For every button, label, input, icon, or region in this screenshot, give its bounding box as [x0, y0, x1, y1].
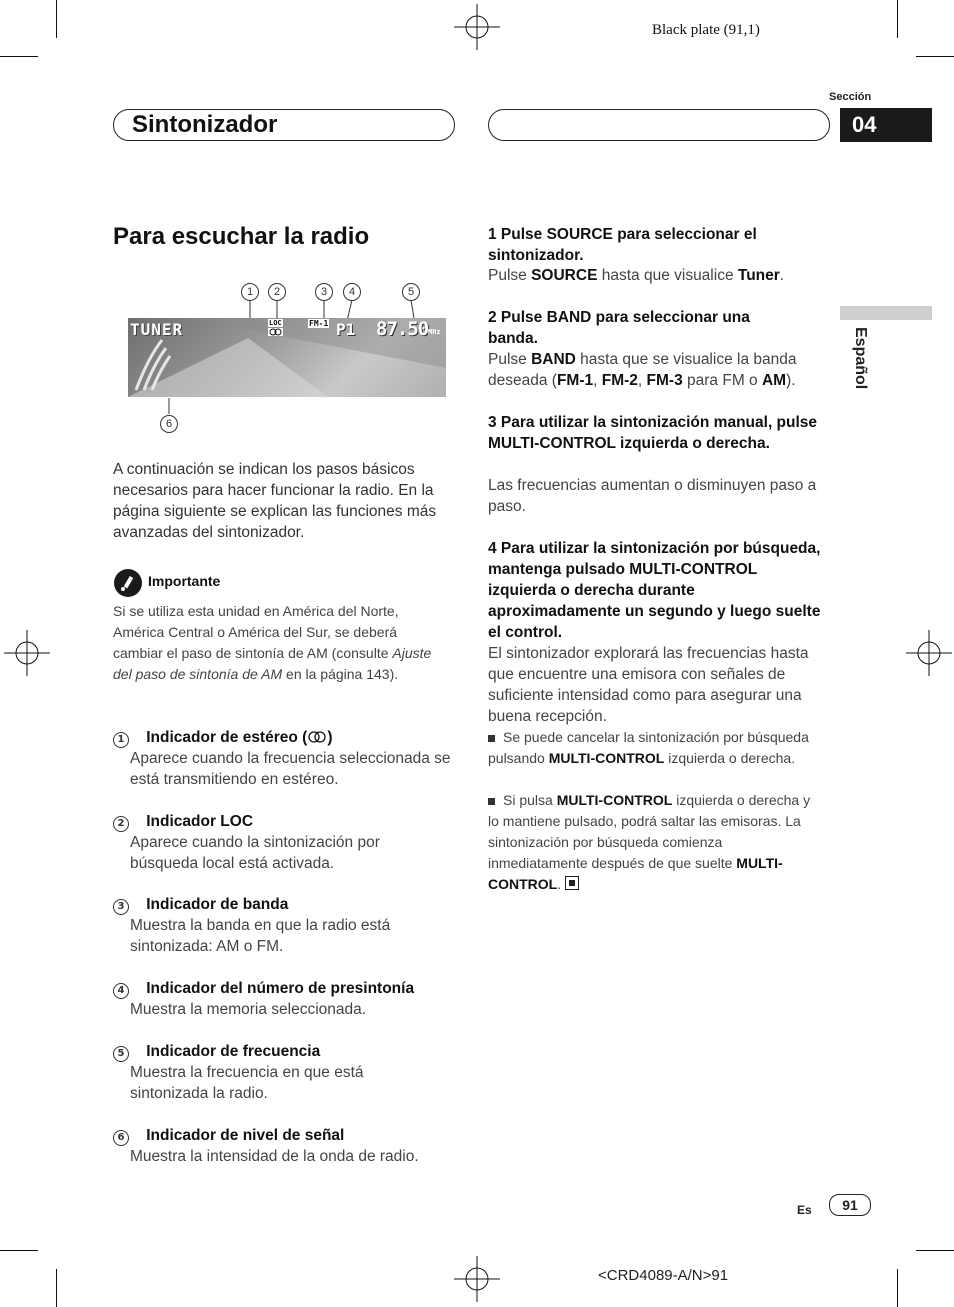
document-code: <CRD4089-A/N>91 — [598, 1267, 729, 1284]
step-1-title: 1 Pulse SOURCE para seleccionar el sintonizador. — [488, 226, 757, 264]
step-text-part: Pulse — [488, 267, 532, 284]
list-item — [113, 894, 458, 957]
callout-6: 6 — [160, 415, 178, 433]
multi-control-key: MULTI-CONTROL — [556, 792, 673, 808]
item-title: Indicador de frecuencia — [146, 1043, 321, 1060]
callout-4: 4 — [343, 283, 361, 301]
stereo-indicator-icon — [268, 328, 283, 336]
display-frequency: 87.50 — [376, 318, 429, 340]
display-unit: MHz — [428, 328, 441, 336]
band-fm3: FM-3 — [646, 372, 683, 389]
page-heading: Para escuchar la radio — [113, 223, 370, 250]
item-number: 6 — [113, 1130, 129, 1146]
registration-mark-icon — [906, 630, 952, 676]
step-1-text — [488, 265, 828, 286]
section-title: Sintonizador — [132, 111, 278, 138]
display-tuner-label: TUNER — [130, 320, 184, 339]
note-text-part: Si pulsa — [503, 792, 557, 808]
step-text-part: Pulse — [488, 351, 532, 368]
important-reference: Ajuste del paso de sintonía de AM — [113, 645, 432, 682]
item-text: Muestra la intensidad de la onda de radio. — [130, 1148, 419, 1165]
tuner-display — [128, 318, 446, 397]
item-title: Indicador de nivel de señal — [146, 1127, 345, 1144]
note-text-part: izquierda o derecha. — [664, 750, 796, 766]
multi-control-key: MULTI-CONTROL — [488, 855, 783, 892]
item-number: 1 — [113, 732, 129, 748]
step-text-part: , — [593, 372, 602, 389]
seccion-label: Sección — [829, 91, 872, 103]
note-bullet — [488, 790, 823, 895]
list-item — [113, 811, 458, 874]
step-text-part: ). — [786, 372, 796, 389]
item-title-end: ) — [327, 729, 333, 746]
step-2-title: 2 Pulse BAND para seleccionar una banda. — [488, 309, 750, 347]
item-number: 3 — [113, 899, 129, 915]
note-bullet — [488, 727, 823, 769]
item-text: Muestra la frecuencia en que está sintonizada la radio. — [130, 1064, 364, 1102]
crop-mark — [897, 1269, 898, 1307]
source-key: SOURCE — [531, 267, 598, 284]
important-icon — [113, 568, 143, 598]
display-preset: P1 — [336, 320, 356, 339]
step-text-part: para FM o — [682, 372, 762, 389]
list-item — [113, 978, 458, 1020]
important-text — [113, 601, 448, 685]
registration-mark-icon — [454, 1256, 500, 1302]
note-text-part: Se puede cancelar la sintonización por búsqueda pulsando — [488, 729, 809, 766]
crop-mark — [916, 1250, 954, 1251]
page-number: 91 — [829, 1194, 871, 1216]
intro-paragraph: A continuación se indican los pasos básicos necesarios para hacer funcionar la radio. En la página siguiente se explican las funciones más avanzadas del sintonizador. — [113, 461, 437, 541]
list-item — [113, 1041, 458, 1104]
item-text: Muestra la memoria seleccionada. — [130, 1001, 367, 1018]
callout-3: 3 — [315, 283, 333, 301]
registration-mark-icon — [4, 630, 50, 676]
callout-1: 1 — [241, 283, 259, 301]
item-number: 2 — [113, 816, 129, 832]
important-text-part: Si se utiliza esta unidad en América del Norte, América Central o América del Sur, se deberá cambiar el paso de sintonía de AM (consulte — [113, 603, 399, 661]
end-mark-icon — [565, 876, 579, 890]
tuner-word: Tuner — [737, 267, 780, 284]
list-item — [113, 727, 458, 790]
stereo-icon — [307, 731, 327, 743]
item-title: Indicador del número de presintonía — [146, 980, 415, 997]
step-text-part: hasta que se visualice la banda deseada ( — [488, 351, 797, 389]
item-text: Muestra la banda en que la radio está sintonizada: AM o FM. — [130, 917, 391, 955]
display-band: FM-1 — [309, 319, 329, 328]
important-label: Importante — [148, 573, 221, 589]
note-text-part: . — [557, 876, 562, 892]
band-fm2: FM-2 — [601, 372, 638, 389]
crop-mark — [0, 1250, 38, 1251]
step-4-title: 4 Para utilizar la sintonización por búsqueda, mantenga pulsado MULTI-CONTROL izquierda o derecha durante aproximadamente un segundo y luego suelte el control. — [488, 540, 821, 641]
bullet-square-icon — [488, 735, 495, 742]
step-3-title: 3 Para utilizar la sintonización manual, pulse MULTI-CONTROL izquierda o derecha. — [488, 414, 818, 452]
plate-label: Black plate (91,1) — [652, 22, 760, 38]
section-number-badge: 04 — [840, 108, 932, 142]
display-loc-indicator: LOC — [269, 319, 282, 327]
list-item — [113, 1125, 458, 1167]
bullet-square-icon — [488, 798, 495, 805]
language-label: Español — [852, 327, 869, 390]
item-title: Indicador de estéreo ( — [146, 729, 308, 746]
step-2-text — [488, 349, 828, 391]
item-text: Aparece cuando la sintonización por búsqueda local está activada. — [130, 834, 380, 872]
step-text-part: , — [637, 372, 647, 389]
item-title: Indicador de banda — [146, 896, 289, 913]
step-text-part: . — [779, 267, 785, 284]
language-code: Es — [797, 1203, 812, 1217]
step-4-text: El sintonizador explorará las frecuencias hasta que encuentre una emisora con señales de suficiente intensidad como para asegurar una buena recepción. — [488, 645, 809, 725]
band-fm1: FM-1 — [556, 372, 594, 389]
item-title: Indicador LOC — [146, 813, 254, 830]
item-number: 5 — [113, 1046, 129, 1062]
important-text-part: en la página 143). — [282, 666, 399, 682]
crop-mark — [56, 1269, 57, 1307]
step-3-text: Las frecuencias aumentan o disminuyen paso a paso. — [488, 477, 817, 515]
band-am: AM — [761, 372, 787, 389]
callout-5: 5 — [402, 283, 420, 301]
callout-2: 2 — [268, 283, 286, 301]
item-text: Aparece cuando la frecuencia seleccionada se está transmitiendo en estéreo. — [130, 750, 451, 788]
multi-control-key: MULTI-CONTROL — [548, 750, 665, 766]
band-key: BAND — [531, 351, 576, 368]
item-number: 4 — [113, 983, 129, 999]
step-text-part: hasta que visualice — [597, 267, 738, 284]
note-text-part: izquierda o derecha y lo mantiene pulsado, podrá saltar las emisoras. La sintonización por búsqueda comienza inmediatamente después de que suelte — [488, 792, 811, 871]
